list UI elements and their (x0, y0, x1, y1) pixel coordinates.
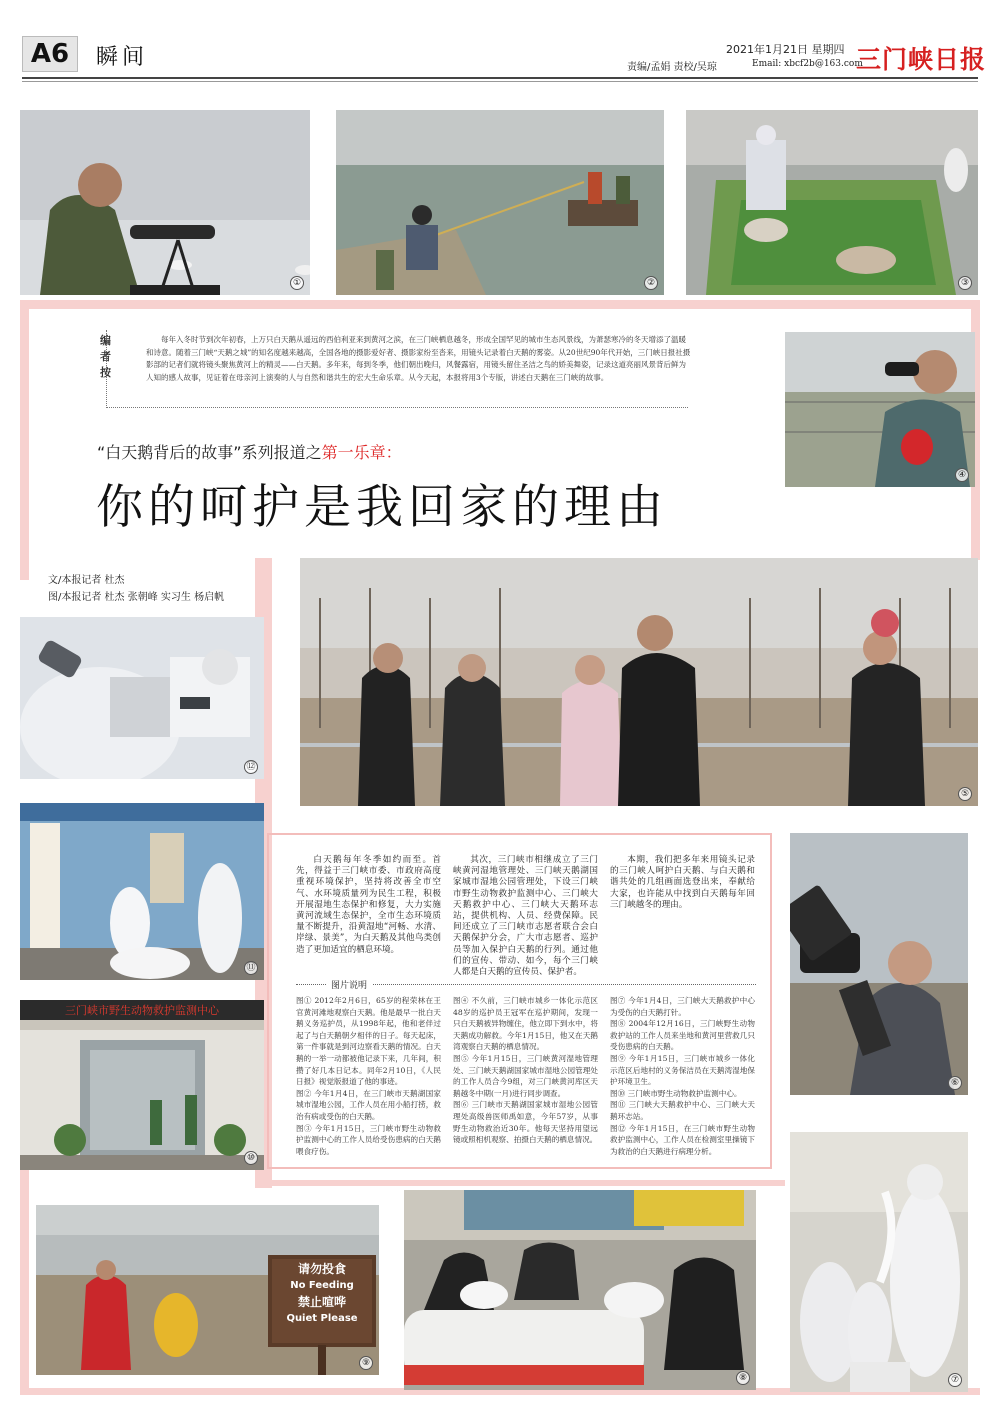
series-title (97, 440, 402, 463)
caption-col-3 (610, 995, 755, 1157)
photo-9 (36, 1205, 379, 1375)
station-sign: 三门峡市野生动物救护监测中心 (65, 1004, 219, 1017)
photo-4 (785, 332, 975, 487)
sign-line: 请勿投食 (297, 1262, 346, 1276)
body-col-3 (610, 855, 755, 912)
caption-item: 图④ 不久前，三门峡市城乡一体化示范区48岁的巡护员王冠军在巡护期间，发现一只白天鹅被异物缠住，他立即下到水中，将天鹅成功解救。今年1月15日，他又在天鹅湾观察白天鹅的栖息情况。 (453, 996, 598, 1052)
caption-item: 图⑫ 今年1月15日，在三门峡市野生动物救护监测中心，工作人员在检测室里操镜下为救治的白天鹅进行病理分析。 (610, 1123, 755, 1156)
sign-line: Quiet Please (286, 1313, 358, 1324)
headline: 你的呵护是我回家的理由 (96, 480, 668, 535)
no-feeding-sign (272, 1259, 372, 1343)
photo-number: ⑤ (958, 787, 972, 801)
photo-11 (20, 803, 264, 980)
body-col-2 (453, 855, 598, 979)
photo-7 (790, 1132, 968, 1392)
issue-date: 2021年1月21日 星期四 (726, 43, 845, 56)
caption-item: 图⑨ 今年1月15日，三门峡市城乡一体化示范区后地村的义务保洁员在天鹅湾湿地保护环境卫生。 (610, 1053, 755, 1087)
frame-top (20, 300, 980, 309)
photo-number: ⑨ (359, 1356, 373, 1370)
photo-2 (336, 110, 664, 295)
sign-line: No Feeding (290, 1280, 354, 1291)
editors-note-text: 每年入冬时节到次年初春，上万只白天鹅从遥远的西伯利亚来到黄河之滨，在三门峡栖息越冬，形成全国罕见的城市生态风景线，为萧瑟寒冷的冬天增添了温暖和诗意。随着三门峡“天鹅之城”的知名度越来越高，全国各地的摄影爱好者、摄影家纷至沓来，用镜头记录着白天鹅的雾姿。从20世纪90年代开始，三门峡日报社摄影部的记者们就将镜头聚焦黄河上的精灵——白天鹅。多年来，每到冬季，他们朝出晚归，风餐露宿，用镜头留住圣洁之鸟的娇美舞姿，记录这道亮丽风景背后鲜为人知的感人故事，见证着在母亲河上演奏的人与自然和谐共生的宏大生命乐章。从今天起，本报将用3个专版，讲述白天鹅在三门峡的故事。 (146, 335, 691, 382)
byline-photo: 图/本报记者 杜杰 张朝峰 实习生 杨启帆 (48, 592, 225, 603)
frame-left (20, 300, 29, 580)
captions-heading (296, 981, 756, 991)
photo-number: ⑩ (244, 1151, 258, 1165)
caption-item: 图⑤ 今年1月15日，三门峡黄河湿地管理处、三门峡天鹅湖国家城市湿地公园管理处的工作人员合今9组，对三门峡黄河库区天鹅越冬中期(一月)进行同步调查。 (453, 1053, 598, 1098)
photo-12 (20, 617, 264, 779)
photo-number: ⑪ (244, 961, 258, 975)
caption-item: 图① 2012年2月6日，65岁的程荣林在王官黄河滩地观察白天鹅。他是最早一批白天鹅义务巡护员，从1998年起，他和老伴过起了与白天鹅朝夕相伴的日子。每天起床，第一件事就是到河边察看天鹅的情况。白天鹅的一举一动都被他记录下来，几年间，积攒了好几本日记本。同年2月10日，《人民日报》视觉版报道了他的事迹。 (296, 996, 441, 1087)
caption-item: 图⑧ 2004年12月16日，三门峡野生动物救护站的工作人员来坐地和黄河里营救几只受伤患病的白天鹅。 (610, 1019, 755, 1052)
caption-col-2 (453, 995, 598, 1146)
header-rule (22, 77, 978, 79)
frame-left-lower (20, 1170, 29, 1395)
body-paragraph: 其次，三门峡市相继成立了三门峡黄河湿地管理处、三门峡天鹅湖国家城市湿地公园管理处，下设三门峡市野生动物救护监测中心、三门峡大天鹅救护中心、三门峡大天鹅环志站，提供机构、人员、经费保障。民间还成立了三门峡市志愿者联合会白天鹅保护分会，广大市志愿者、巡护员等加入保护白天鹅的行列。通过他们的宣传、带动、如今，每个三门峡人都是白天鹅的宣传员、保护者。 (453, 855, 598, 978)
body-paragraph: 白天鹅每年冬季如约而至。首先，得益于三门峡市委、市政府高度重视环境保护，坚持将改善全市空气、水环境质量列为民生工程，积极开展湿地生态保护和修复，大力实施黄河流域生态保护，全市生态环境质量不断提升，沿黄湿地“河畅、水清、岸绿、景美”，为白天鹅及其他鸟类创造了更加适宜的栖息环境。 (296, 855, 441, 955)
caption-item: 图⑦ 今年1月4日，三门峡大天鹅救护中心为受伤的白天鹅打针。 (610, 996, 755, 1017)
photo-number: ⑦ (948, 1373, 962, 1387)
caption-item: 图⑩ 三门峡市野生动物救护监测中心。 (610, 1088, 742, 1098)
photo-3 (686, 110, 978, 295)
body-col-1 (296, 855, 441, 957)
byline-text: 文/本报记者 杜杰 (48, 575, 125, 586)
photo-1 (20, 110, 310, 295)
series-chapter: 第一乐章： (321, 443, 402, 462)
newspaper-logo: 三门峡日报 (856, 45, 987, 74)
body-paragraph: 本期，我们把多年来用镜头记录的三门峡人呵护白天鹅、与白天鹅和谐共处的几组画面选登出来，奉献给大家，也许能从中找到白天鹅每年回三门峡越冬的理由。 (610, 855, 755, 910)
sign-line: 禁止喧哗 (297, 1295, 346, 1309)
page-number: A6 (22, 36, 78, 72)
photo-6 (790, 833, 968, 1095)
editors-note-label: 编者按 (100, 334, 111, 379)
photo-number: ⑧ (736, 1371, 750, 1385)
caption-item: 图② 今年1月4日，在三门峡市天鹅湖国家城市湿地公园，工作人员在用小船打捞，救治有病或受伤的白天鹅。 (296, 1088, 441, 1121)
caption-item: 图③ 今年1月15日，三门峡市野生动物救护监测中心的工作人员给受伤患病的白天鹅喂食疗伤。 (296, 1123, 441, 1156)
captions-heading-text: 图片说明 (326, 978, 372, 991)
photo-5 (300, 558, 978, 806)
photo-number: ② (644, 276, 658, 290)
caption-col-1 (296, 995, 441, 1157)
photo-10 (20, 1000, 264, 1170)
section-title: 瞬间 (96, 45, 149, 70)
byline (48, 572, 224, 606)
email: Email: xbcf2b@163.com (752, 59, 863, 69)
editors: 责编/孟娟 责校/吴琼 (627, 62, 717, 73)
caption-item: 图⑪ 三门峡大天鹅救护中心、三门峡大天鹅环志站。 (610, 1100, 755, 1121)
photo-8 (404, 1190, 756, 1390)
photo-number: ③ (958, 276, 972, 290)
caption-item: 图⑥ 三门峡市天鹅湖国家城市湿地公园管理处高级兽医师禹如意，今年57岁，从事野生动物救治近30年。他每天坚持用望远镜或照相机观察、拍摄白天鹅的栖息情况。 (453, 1100, 598, 1145)
header-rule-thin (22, 81, 978, 82)
photo-number: ④ (955, 468, 969, 482)
frame-mid (255, 1180, 785, 1186)
photo-number: ⑫ (244, 760, 258, 774)
photo-number: ① (290, 276, 304, 290)
photo-number: ⑥ (948, 1076, 962, 1090)
series-prefix: “白天鹅背后的故事”系列报道之 (97, 443, 322, 462)
